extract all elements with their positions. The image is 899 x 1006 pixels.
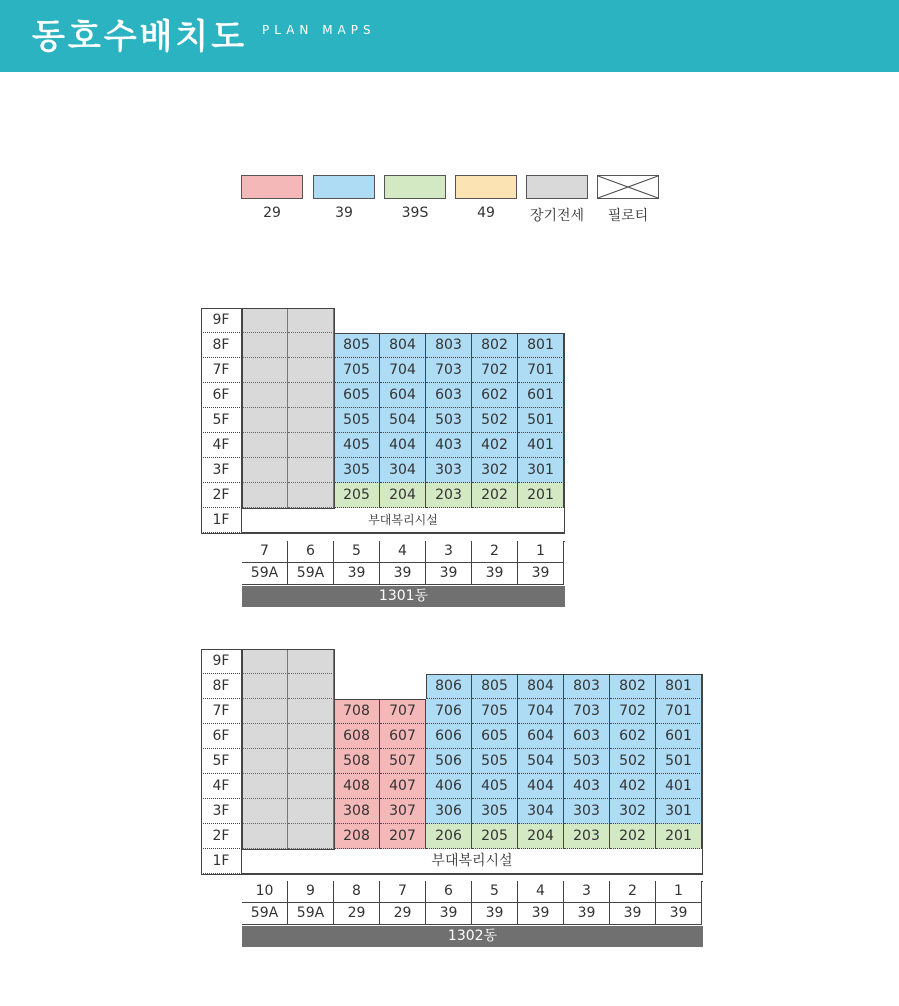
unit-601: 601: [518, 383, 564, 408]
legend-label: 29: [263, 205, 281, 221]
line-number: 7: [380, 881, 426, 903]
floor-label: 6F: [201, 383, 242, 408]
unit-803: 803: [564, 674, 610, 699]
unit-806: 806: [426, 674, 472, 699]
unit-504: 504: [518, 749, 564, 774]
unit-302: 302: [472, 458, 518, 483]
unit-702: 702: [472, 358, 518, 383]
legend-swatch-39: [313, 175, 375, 199]
unit-703: 703: [564, 699, 610, 724]
unit-type: 59A: [242, 563, 288, 585]
unit-404: 404: [518, 774, 564, 799]
unit-501: 501: [656, 749, 702, 774]
unit-203: 203: [426, 483, 472, 508]
unit-205: 205: [472, 824, 518, 849]
gray-block-outline: [242, 308, 335, 509]
line-number: 5: [472, 881, 518, 903]
unit-type: 59A: [288, 563, 334, 585]
unit-602: 602: [472, 383, 518, 408]
floor-label: 9F: [201, 308, 242, 333]
unit-803: 803: [426, 333, 472, 358]
line-number: 1: [656, 881, 702, 903]
page-title: 동호수배치도: [32, 17, 248, 57]
unit-406: 406: [426, 774, 472, 799]
unit-604: 604: [380, 383, 426, 408]
floor-label: 5F: [201, 749, 242, 774]
unit-block-outline: [426, 674, 703, 675]
header-bar: [0, 0, 899, 72]
unit-202: 202: [610, 824, 656, 849]
unit-301: 301: [518, 458, 564, 483]
unit-603: 603: [564, 724, 610, 749]
unit-block-right: [702, 674, 703, 875]
unit-804: 804: [518, 674, 564, 699]
unit-303: 303: [426, 458, 472, 483]
unit-203: 203: [564, 824, 610, 849]
unit-502: 502: [472, 408, 518, 433]
line-number: 8: [334, 881, 380, 903]
unit-step-side: [426, 674, 427, 699]
floor-label: 9F: [201, 649, 242, 674]
unit-606: 606: [426, 724, 472, 749]
unit-208: 208: [334, 824, 380, 849]
unit-204: 204: [380, 483, 426, 508]
legend-swatch-29: [241, 175, 303, 199]
unit-605: 605: [472, 724, 518, 749]
unit-507: 507: [380, 749, 426, 774]
floor-label: 7F: [201, 358, 242, 383]
floor-label: 4F: [201, 774, 242, 799]
unit-603: 603: [426, 383, 472, 408]
unit-206: 206: [426, 824, 472, 849]
unit-201: 201: [656, 824, 702, 849]
floor-label: 1F: [201, 508, 242, 533]
unit-type: 39: [380, 563, 426, 585]
facility-label: 부대복리시설: [242, 508, 564, 533]
floor-label: 2F: [201, 824, 242, 849]
unit-708: 708: [334, 699, 380, 724]
unit-704: 704: [380, 358, 426, 383]
unit-504: 504: [380, 408, 426, 433]
unit-type: 39: [334, 563, 380, 585]
unit-501: 501: [518, 408, 564, 433]
unit-201: 201: [518, 483, 564, 508]
facility-label: 부대복리시설: [242, 849, 702, 874]
unit-302: 302: [610, 799, 656, 824]
floor-label: 2F: [201, 483, 242, 508]
legend-swatch-piloti: [597, 175, 659, 199]
unit-703: 703: [426, 358, 472, 383]
unit-604: 604: [518, 724, 564, 749]
unit-805: 805: [472, 674, 518, 699]
unit-403: 403: [426, 433, 472, 458]
legend-label: 필로티: [607, 208, 649, 224]
unit-602: 602: [610, 724, 656, 749]
floor-label: 7F: [201, 699, 242, 724]
unit-type: 39: [472, 563, 518, 585]
unit-type: 39: [426, 903, 472, 925]
unit-704: 704: [518, 699, 564, 724]
unit-804: 804: [380, 333, 426, 358]
unit-503: 503: [564, 749, 610, 774]
unit-805: 805: [334, 333, 380, 358]
unit-705: 705: [334, 358, 380, 383]
unit-505: 505: [334, 408, 380, 433]
line-number: 4: [380, 541, 426, 563]
unit-301: 301: [656, 799, 702, 824]
unit-801: 801: [518, 333, 564, 358]
unit-type: 29: [334, 903, 380, 925]
unit-401: 401: [656, 774, 702, 799]
line-number: 9: [288, 881, 334, 903]
floor-label: 4F: [201, 433, 242, 458]
unit-type: 39: [518, 903, 564, 925]
unit-705: 705: [472, 699, 518, 724]
legend-swatch-49: [455, 175, 517, 199]
unit-608: 608: [334, 724, 380, 749]
unit-506: 506: [426, 749, 472, 774]
unit-605: 605: [334, 383, 380, 408]
unit-701: 701: [518, 358, 564, 383]
unit-block-right: [564, 333, 565, 534]
gray-block-outline: [242, 649, 335, 850]
line-number: 7: [242, 541, 288, 563]
line-number: 3: [426, 541, 472, 563]
unit-306: 306: [426, 799, 472, 824]
page-subtitle: PLAN MAPS: [262, 23, 376, 37]
unit-304: 304: [380, 458, 426, 483]
unit-802: 802: [472, 333, 518, 358]
unit-407: 407: [380, 774, 426, 799]
unit-707: 707: [380, 699, 426, 724]
unit-607: 607: [380, 724, 426, 749]
unit-505: 505: [472, 749, 518, 774]
unit-type: 29: [380, 903, 426, 925]
unit-305: 305: [472, 799, 518, 824]
unit-304: 304: [518, 799, 564, 824]
line-number: 6: [288, 541, 334, 563]
unit-type: 39: [518, 563, 564, 585]
unit-701: 701: [656, 699, 702, 724]
unit-402: 402: [610, 774, 656, 799]
floor-label: 1F: [201, 849, 242, 874]
legend-label: 49: [477, 205, 495, 221]
unit-type: 39: [426, 563, 472, 585]
floor-label-top: [201, 649, 243, 650]
unit-305: 305: [334, 458, 380, 483]
unit-601: 601: [656, 724, 702, 749]
unit-802: 802: [610, 674, 656, 699]
unit-508: 508: [334, 749, 380, 774]
floor-label: 6F: [201, 724, 242, 749]
line-number: 2: [610, 881, 656, 903]
building-name: 1302동: [242, 926, 703, 947]
floor-label: 3F: [201, 458, 242, 483]
floor-label: 3F: [201, 799, 242, 824]
line-number: 4: [518, 881, 564, 903]
floor-label: 5F: [201, 408, 242, 433]
unit-type: 39: [656, 903, 702, 925]
unit-801: 801: [656, 674, 702, 699]
unit-type: 39: [564, 903, 610, 925]
floor-label-top: [201, 308, 243, 309]
unit-type: 59A: [288, 903, 334, 925]
unit-type: 39: [472, 903, 518, 925]
unit-408: 408: [334, 774, 380, 799]
line-number: 6: [426, 881, 472, 903]
unit-204: 204: [518, 824, 564, 849]
unit-307: 307: [380, 799, 426, 824]
line-number: 5: [334, 541, 380, 563]
legend-label: 39: [335, 205, 353, 221]
legend-label: 39S: [401, 205, 429, 221]
unit-block-outline: [334, 333, 565, 334]
unit-308: 308: [334, 799, 380, 824]
unit-type: 39: [610, 903, 656, 925]
unit-step-top: [334, 699, 426, 700]
unit-205: 205: [334, 483, 380, 508]
unit-403: 403: [564, 774, 610, 799]
unit-402: 402: [472, 433, 518, 458]
unit-405: 405: [472, 774, 518, 799]
unit-202: 202: [472, 483, 518, 508]
legend-swatch-39S: [384, 175, 446, 199]
unit-type: 59A: [242, 903, 288, 925]
legend-swatch-장기전세: [526, 175, 588, 199]
unit-401: 401: [518, 433, 564, 458]
legend-label: 장기전세: [529, 208, 585, 224]
line-number: 10: [242, 881, 288, 903]
building-name: 1301동: [242, 586, 565, 607]
line-number: 1: [518, 541, 564, 563]
floor-label: 8F: [201, 333, 242, 358]
unit-404: 404: [380, 433, 426, 458]
line-number: 3: [564, 881, 610, 903]
line-number: 2: [472, 541, 518, 563]
unit-702: 702: [610, 699, 656, 724]
floor-label: 8F: [201, 674, 242, 699]
unit-405: 405: [334, 433, 380, 458]
unit-502: 502: [610, 749, 656, 774]
unit-503: 503: [426, 408, 472, 433]
unit-207: 207: [380, 824, 426, 849]
unit-706: 706: [426, 699, 472, 724]
unit-303: 303: [564, 799, 610, 824]
